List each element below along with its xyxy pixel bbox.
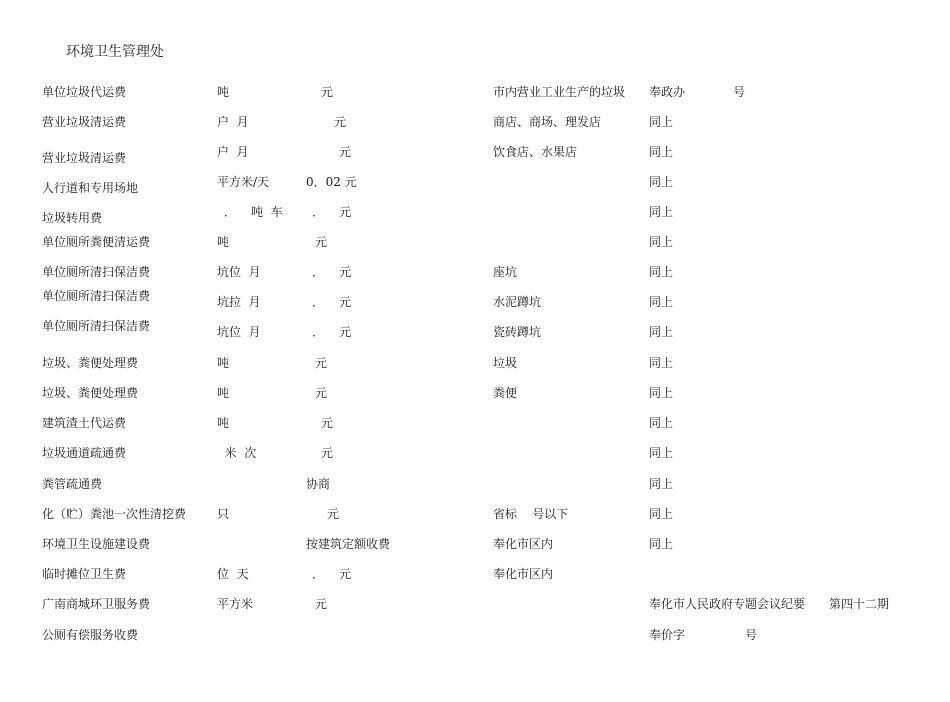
fee-unit: 平方米 <box>217 597 254 611</box>
fee-price: 元 <box>315 235 328 249</box>
fee-unit: 坑位 月 <box>217 325 261 339</box>
fee-object: 饮食店、水果店 <box>493 145 578 159</box>
table-row <box>0 627 950 657</box>
fee-name: 单位厕所清扫保洁费 <box>42 265 151 279</box>
fee-price: 0．02 元 <box>306 175 357 189</box>
fee-price: 元 <box>334 115 347 129</box>
fee-object: 市内营业工业生产的垃圾 <box>493 85 626 99</box>
fee-basis: 同上 <box>649 386 674 400</box>
fee-price: 元 <box>321 85 334 99</box>
fee-price: ． 元 <box>312 205 352 219</box>
fee-object: 省标 号以下 <box>493 507 569 521</box>
fee-object: 商店、商场、理发店 <box>493 115 602 129</box>
fee-name: 单位厕所粪便清运费 <box>42 235 151 249</box>
fee-object: 奉化市区内 <box>493 567 554 581</box>
table-row <box>0 115 950 174</box>
fee-name: 人行道和专用场地 <box>42 181 139 195</box>
fee-name: 广南商城环卫服务费 <box>42 597 151 611</box>
fee-price: 元 <box>339 145 352 159</box>
fee-unit: 户 月 <box>217 145 249 159</box>
fee-object: 奉化市区内 <box>493 537 554 551</box>
fee-name: 垃圾转用费 <box>42 211 103 225</box>
fee-unit: 吨 <box>217 386 230 400</box>
fee-price: ． 元 <box>312 295 352 309</box>
fee-price: ． 元 <box>312 265 352 279</box>
fee-basis: 奉政办 <box>649 85 686 99</box>
fee-basis: 奉价字 <box>649 628 686 642</box>
fee-basis: 同上 <box>649 325 674 339</box>
fee-name: 垃圾通道疏通费 <box>42 446 127 460</box>
fee-price: ． 元 <box>312 325 352 339</box>
fee-price: 元 <box>327 507 340 521</box>
fee-unit: 吨 <box>217 235 230 249</box>
fee-basis: 同上 <box>649 145 674 159</box>
document-title: 环境卫生管理处 <box>66 44 164 60</box>
fee-basis: 同上 <box>649 205 674 219</box>
fee-price: 元 <box>321 446 334 460</box>
fee-price: 元 <box>315 386 328 400</box>
fee-basis: 奉化市人民政府专题会议纪要 <box>649 597 806 611</box>
fee-object: 水泥蹲坑 <box>493 295 542 309</box>
fee-basis: 同上 <box>649 265 674 279</box>
fee-period: 第四十二期 <box>829 597 890 611</box>
fee-name: 建筑渣土代运费 <box>42 416 127 430</box>
fee-unit: 吨 <box>217 356 230 370</box>
fee-name: 单位厕所清扫保洁费 <box>42 289 151 303</box>
fee-basis: 同上 <box>649 356 674 370</box>
fee-name: 粪管疏通费 <box>42 477 103 491</box>
fee-price: 元 <box>321 416 334 430</box>
fee-name: 化（贮）粪池一次性清挖费 <box>42 507 187 521</box>
fee-unit: 吨 <box>217 416 230 430</box>
fee-object: 座坑 <box>493 265 518 279</box>
fee-name: 公厕有偿服务收费 <box>42 628 139 642</box>
fee-name: 环境卫生设施建设费 <box>42 537 151 551</box>
fee-unit: 只 <box>217 507 230 521</box>
fee-basis: 同上 <box>649 416 674 430</box>
fee-basis: 同上 <box>649 477 674 491</box>
fee-name: 营业垃圾清运费 <box>42 115 127 129</box>
fee-name: 垃圾、粪便处理费 <box>42 386 139 400</box>
fee-name: 单位垃圾代运费 <box>42 85 127 99</box>
fee-basis: 同上 <box>649 175 674 189</box>
table-row <box>0 356 950 415</box>
fee-basis: 同上 <box>649 295 674 309</box>
fee-basis: 同上 <box>649 507 674 521</box>
fee-unit: 吨 <box>217 85 230 99</box>
fee-basis: 同上 <box>649 235 674 249</box>
fee-basis: 同上 <box>649 537 674 551</box>
fee-unit: 户 月 <box>217 115 249 129</box>
fee-unit: 坑拉 月 <box>217 295 261 309</box>
fee-price: ． 元 <box>312 567 352 581</box>
fee-object: 瓷砖蹲坑 <box>493 325 542 339</box>
fee-name: 单位厕所清扫保洁费 <box>42 319 151 333</box>
table-row <box>0 84 950 114</box>
fee-name: 营业垃圾清运费 <box>42 151 127 165</box>
fee-unit: 米 次 <box>217 446 257 460</box>
fee-object: 粪便 <box>493 386 518 400</box>
fee-unit: 坑位 月 <box>217 265 261 279</box>
fee-price: 按建筑定额收费 <box>306 537 391 551</box>
fee-price: 元 <box>315 597 328 611</box>
fee-doc-number: 号 <box>733 85 746 99</box>
fee-basis: 同上 <box>649 446 674 460</box>
fee-unit: 位 天 <box>217 567 249 581</box>
fee-doc-number: 号 <box>745 628 758 642</box>
fee-price: 协商 <box>306 477 331 491</box>
fee-basis: 同上 <box>649 115 674 129</box>
fee-name: 垃圾、粪便处理费 <box>42 356 139 370</box>
fee-unit: ． 吨 车 <box>220 205 283 219</box>
fee-unit: 平方米/天 <box>217 175 270 189</box>
fee-name: 临时摊位卫生费 <box>42 567 127 581</box>
fee-price: 元 <box>315 356 328 370</box>
fee-object: 垃圾 <box>493 356 518 370</box>
table-row <box>0 596 950 626</box>
